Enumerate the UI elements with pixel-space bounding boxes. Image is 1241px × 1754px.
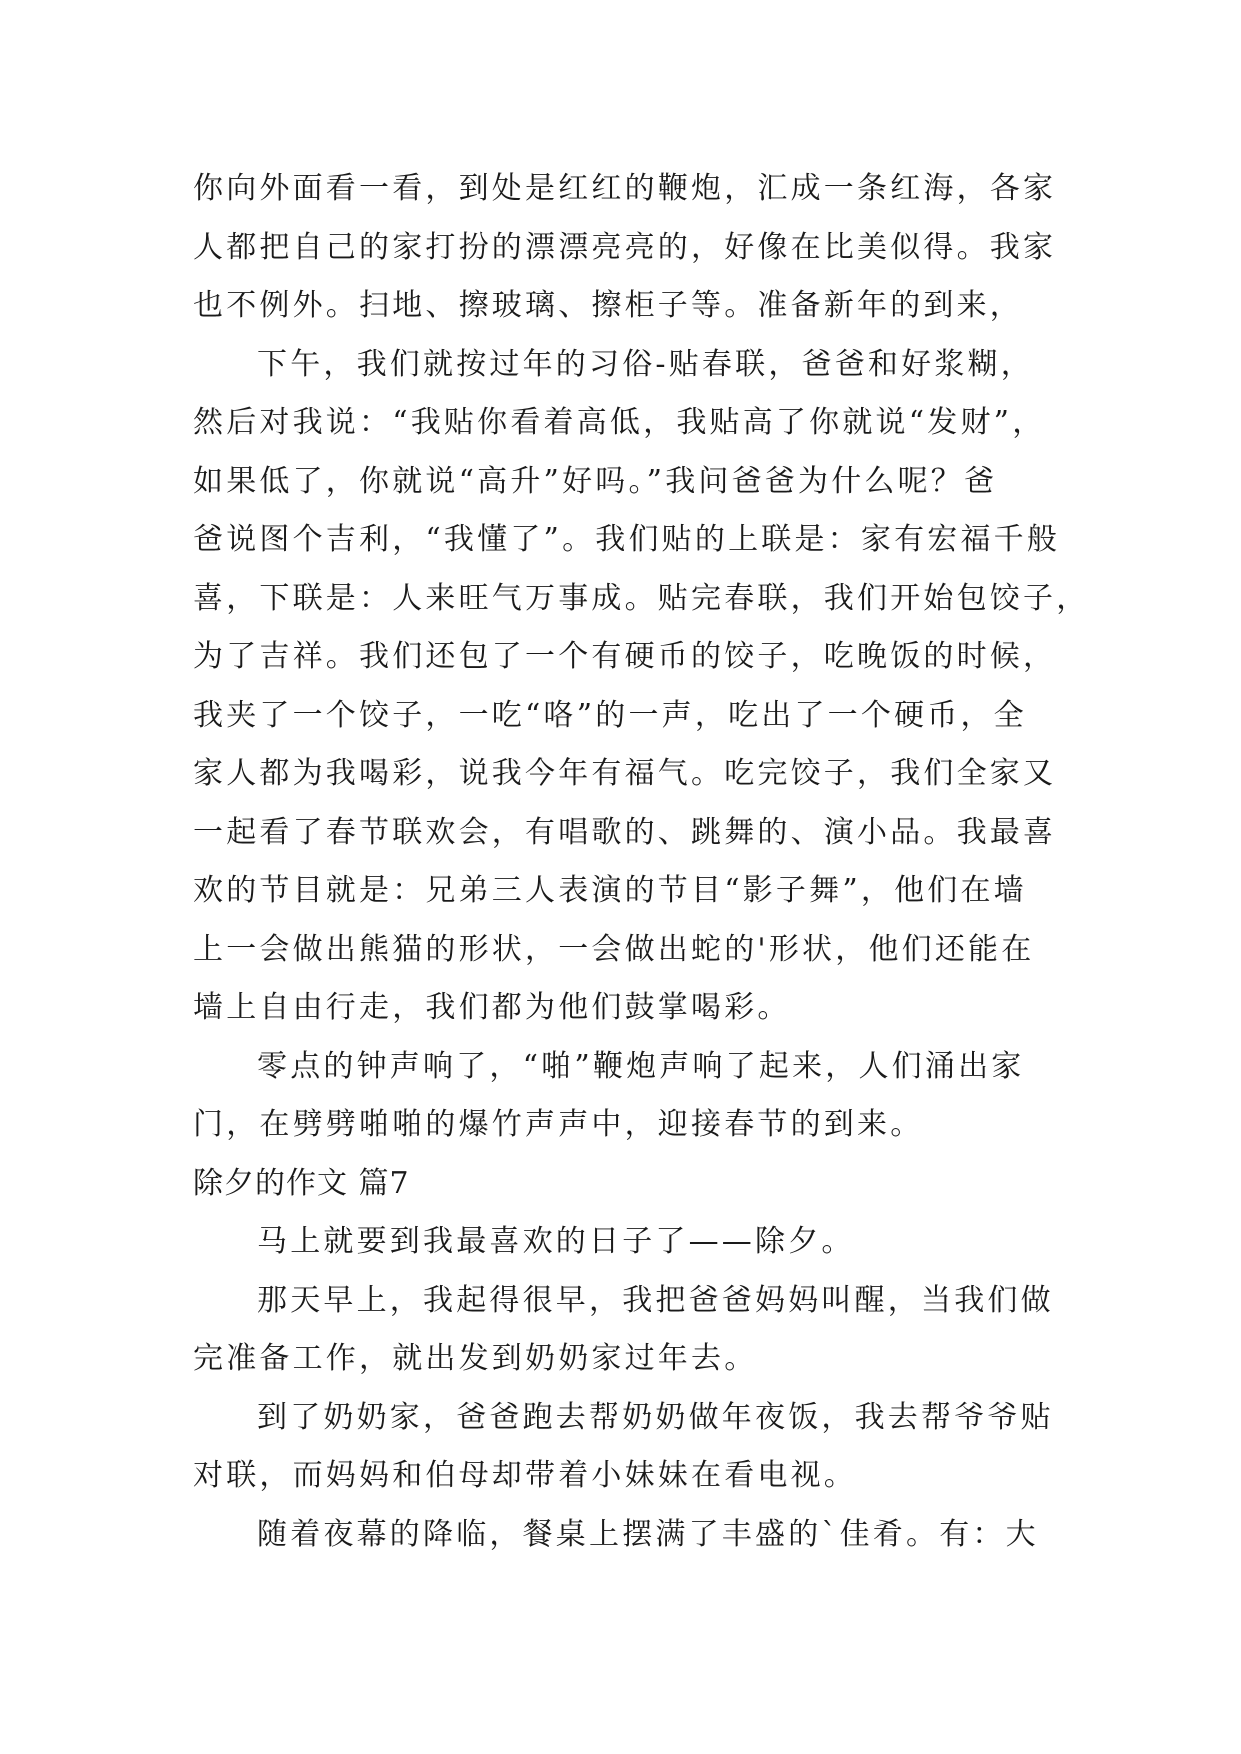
paragraph-start-line: 零点的钟声响了，“啪”鞭炮声响了起来，人们涌出家 bbox=[257, 1048, 1025, 1084]
text-line: 我夹了一个饺子，一吃“咯”的一声，吃出了一个硬币，全 bbox=[193, 697, 1027, 733]
text-line: 对联，而妈妈和伯母却带着小妹妹在看电视。 bbox=[193, 1458, 857, 1493]
paragraph-start-line: 那天早上，我起得很早，我把爸爸妈妈叫醒，当我们做 bbox=[257, 1282, 1054, 1318]
text-line: 爸说图个吉利，“我懂了”。我们贴的上联是：家有宏福千般 bbox=[193, 522, 1061, 557]
text-line: 如果低了，你就说“高升”好吗。”我问爸爸为什么呢？爸 bbox=[193, 463, 998, 499]
text-line: 人都把自己的家打扮的漂漂亮亮的，好像在比美似得。我家 bbox=[193, 229, 1057, 265]
text-line: 为了吉祥。我们还包了一个有硬币的饺子，吃晚饭的时候， bbox=[193, 639, 1057, 674]
text-line: 然后对我说：“我贴你看着高低，我贴高了你就说“发财”， bbox=[193, 405, 1046, 440]
text-line: 完准备工作，就出发到奶奶家过年去。 bbox=[193, 1341, 758, 1376]
paragraph-start-line: 到了奶奶家，爸爸跑去帮奶奶做年夜饭，我去帮爷爷贴 bbox=[257, 1399, 1054, 1435]
paragraph-start-line: 马上就要到我最喜欢的日子了——除夕。 bbox=[257, 1224, 855, 1259]
text-line: 也不例外。扫地、擦玻璃、擦柜子等。准备新年的到来， bbox=[193, 288, 1023, 323]
text-line: 墙上自由行走，我们都为他们鼓掌喝彩。 bbox=[193, 990, 791, 1025]
text-line: 门，在劈劈啪啪的爆竹声声中，迎接春节的到来。 bbox=[193, 1107, 924, 1142]
text-line: 上一会做出熊猫的形状，一会做出蛇的'形状，他们还能在 bbox=[193, 931, 1035, 967]
text-line: 你向外面看一看，到处是红红的鞭炮，汇成一条红海，各家 bbox=[193, 171, 1057, 206]
paragraph-start-line: 下午，我们就按过年的习俗-贴春联，爸爸和好浆糊， bbox=[257, 346, 1034, 382]
text-line: 欢的节目就是：兄弟三人表演的节目“影子舞”，他们在墙 bbox=[193, 873, 1027, 908]
text-line: 一起看了春节联欢会，有唱歌的、跳舞的、演小品。我最喜 bbox=[193, 814, 1057, 850]
text-line: 家人都为我喝彩，说我今年有福气。吃完饺子，我们全家又 bbox=[193, 756, 1057, 791]
document-page bbox=[193, 160, 1090, 1564]
text-line: 喜，下联是：人来旺气万事成。贴完春联，我们开始包饺子， bbox=[193, 580, 1090, 616]
section-heading: 除夕的作文 篇7 bbox=[193, 1165, 410, 1201]
paragraph-start-line: 随着夜幕的降临，餐桌上摆满了丰盛的`佳肴。有：大 bbox=[257, 1516, 1039, 1552]
